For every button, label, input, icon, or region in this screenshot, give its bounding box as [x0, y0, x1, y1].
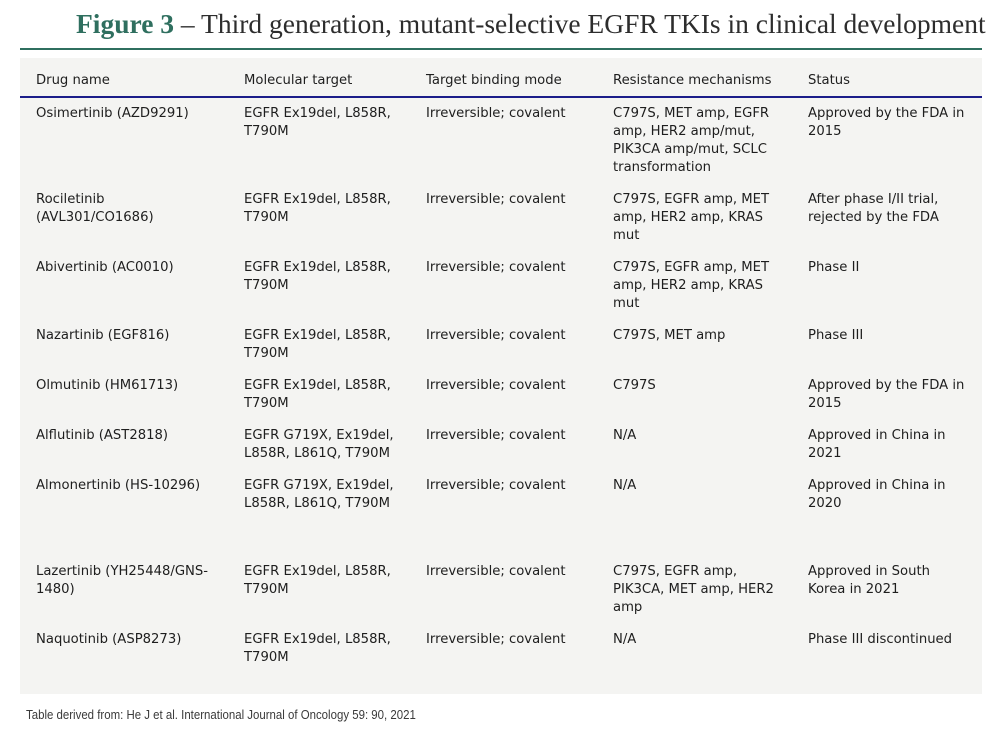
binding-mode-cell: Irreversible; covalent [426, 106, 566, 121]
binding-mode-cell: Irreversible; covalent [426, 478, 566, 493]
table-header-row [20, 58, 982, 96]
drug-name-cell: Rociletinib (AVL301/CO1686) [36, 192, 154, 225]
header-binding-mode: Target binding mode [426, 73, 562, 88]
molecular-target-cell: EGFR Ex19del, L858R, T790M [244, 260, 391, 293]
binding-mode-cell: Irreversible; covalent [426, 564, 566, 579]
status-cell: Phase II [808, 260, 860, 275]
binding-mode-cell: Irreversible; covalent [426, 192, 566, 207]
molecular-target-cell: EGFR Ex19del, L858R, T790M [244, 328, 391, 361]
header-drug-name: Drug name [36, 73, 110, 88]
figure-label: Figure 3 [76, 8, 175, 39]
resistance-cell: N/A [613, 478, 637, 493]
resistance-cell: C797S, EGFR amp, MET amp, HER2 amp, KRAS mut [613, 260, 770, 311]
status-cell: Approved in China in 2020 [808, 478, 946, 511]
header-divider [20, 96, 982, 98]
molecular-target-cell: EGFR Ex19del, L858R, T790M [244, 632, 391, 665]
status-cell: Approved in China in 2021 [808, 428, 946, 461]
drug-name-cell: Nazartinib (EGF816) [36, 328, 170, 343]
status-cell: Approved by the FDA in 2015 [808, 106, 965, 139]
molecular-target-cell: EGFR Ex19del, L858R, T790M [244, 378, 391, 411]
resistance-cell: C797S, EGFR amp, PIK3CA, MET amp, HER2 amp [613, 564, 774, 615]
resistance-cell: C797S, MET amp [613, 328, 726, 343]
drug-name-cell: Naquotinib (ASP8273) [36, 632, 182, 647]
resistance-cell: C797S, EGFR amp, MET amp, HER2 amp, KRAS mut [613, 192, 770, 243]
status-cell: Phase III [808, 328, 864, 343]
drug-name-cell: Almonertinib (HS-10296) [36, 478, 201, 493]
molecular-target-cell: EGFR Ex19del, L858R, T790M [244, 192, 391, 225]
figure-title [76, 6, 986, 42]
binding-mode-cell: Irreversible; covalent [426, 428, 566, 443]
resistance-cell: C797S, MET amp, EGFR amp, HER2 amp/mut, PIK3CA amp/mut, SCLC transformation [613, 106, 770, 175]
status-cell: Approved by the FDA in 2015 [808, 378, 965, 411]
status-cell: Approved in South Korea in 2021 [808, 564, 930, 597]
molecular-target-cell: EGFR G719X, Ex19del, L858R, L861Q, T790M [244, 428, 394, 461]
source-citation: Table derived from: He J et al. International Journal of Oncology 59: 90, 2021 [26, 707, 416, 722]
resistance-cell: C797S [613, 378, 656, 393]
drug-table [20, 58, 982, 694]
header-molecular-target: Molecular target [244, 73, 353, 88]
binding-mode-cell: Irreversible; covalent [426, 328, 566, 343]
binding-mode-cell: Irreversible; covalent [426, 260, 566, 275]
drug-name-cell: Lazertinib (YH25448/GNS- 1480) [36, 564, 209, 597]
molecular-target-cell: EGFR Ex19del, L858R, T790M [244, 106, 391, 139]
drug-name-cell: Osimertinib (AZD9291) [36, 106, 189, 121]
molecular-target-cell: EGFR Ex19del, L858R, T790M [244, 564, 391, 597]
binding-mode-cell: Irreversible; covalent [426, 632, 566, 647]
title-underline [20, 48, 982, 50]
drug-name-cell: Abivertinib (AC0010) [36, 260, 174, 275]
header-resistance: Resistance mechanisms [613, 73, 772, 88]
drug-name-cell: Olmutinib (HM61713) [36, 378, 179, 393]
status-cell: Phase III discontinued [808, 632, 953, 647]
figure-title-text: – Third generation, mutant-selective EGFR TKIs in clinical development [174, 8, 986, 39]
binding-mode-cell: Irreversible; covalent [426, 378, 566, 393]
molecular-target-cell: EGFR G719X, Ex19del, L858R, L861Q, T790M [244, 478, 394, 511]
resistance-cell: N/A [613, 428, 637, 443]
header-status: Status [808, 73, 851, 88]
status-cell: After phase I/II trial, rejected by the FDA [808, 192, 939, 225]
drug-name-cell: Alflutinib (AST2818) [36, 428, 169, 443]
resistance-cell: N/A [613, 632, 637, 647]
